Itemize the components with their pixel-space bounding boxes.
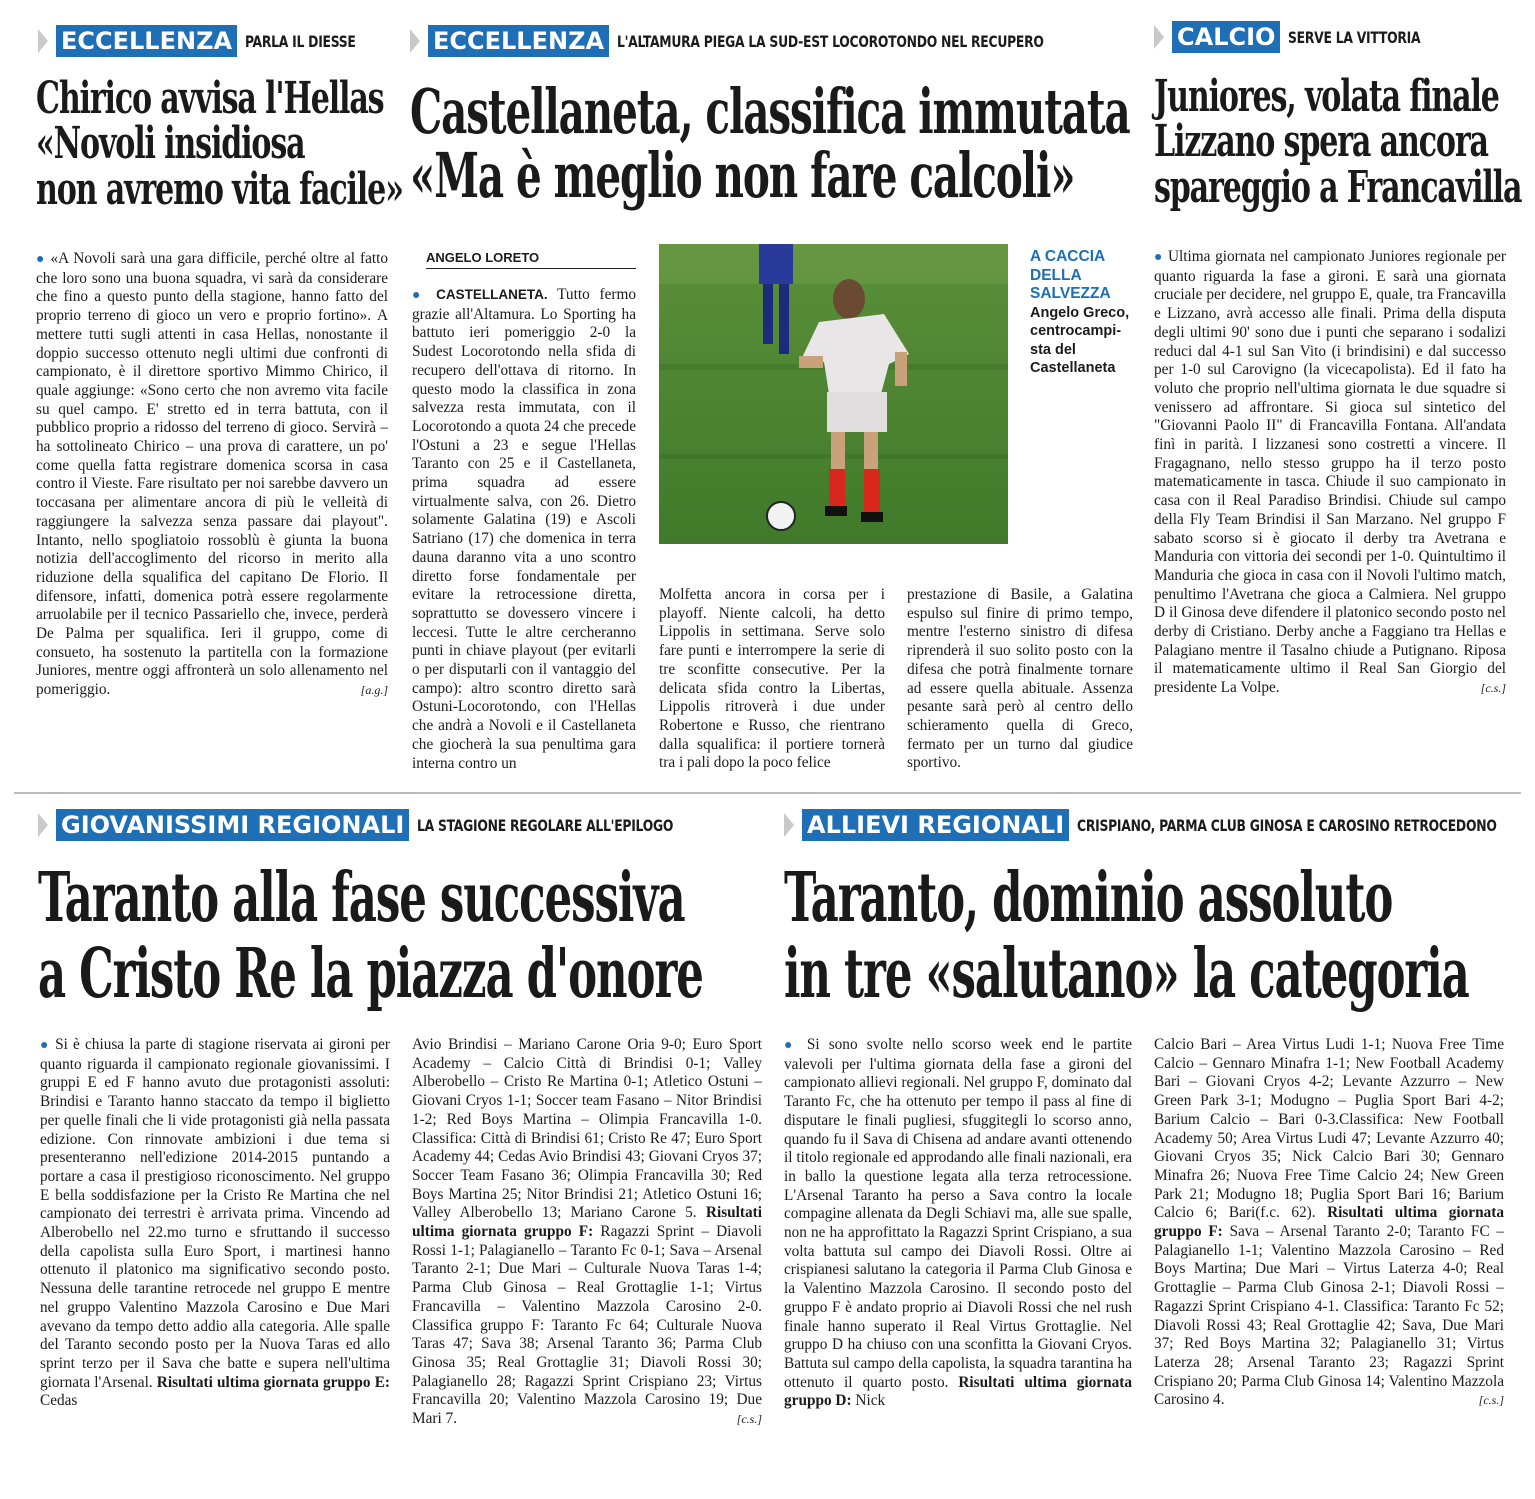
headline-a3 bbox=[1154, 71, 1522, 213]
article-text: Ultima giornata nel campionato Juniores regionale per quanto riguarda la fase a gironi. E sarà una giornata cruciale per decidere, nel gruppo E, quale, tra Francavilla e Lizzano, avrà accesso alle finali. Prima della disputa degli ultimi 90' sono due i punti che separano i sodalizi reduci dal 4-1 sul San Vito (i brindisini) e dal successo per 1-0 sul Carovigno (la vicecapolista). Ed il fato ha voluto che proprio nell'ultima giornata le due squadre si venissero ad affrontare. Si gioca sul sintetico del "Giovanni Paolo II" di Francavilla Fontana. All'andata finì in parità. I lizzanesi sono costretti a vincere. Il Fragagnano, nello stesso gruppo ha il terzo posto matematicamente in tasca. Chiude il suo campionato in casa con il Real Paradiso Brindisi. Chiude sul campo della Fly Team Brindisi il San Marzano. Nel gruppo F sabato scorso si è giocato il derby tra Avetrana e Manduria con vittoria dei secondi per 1-0. Quintultimo il Manduria che gioca in casa con il Novoli l'ultimo match, penultimo l'Avetrana che gioca a Calmiera. Nel gruppo D il Ginosa deve difendere il platonico secondo posto nel derby di Cristiano. Derby anche a Faggiano tra Hellas e Palagiano mentre il Tasalno chiude a Putignano. Riposa il matematicamente ultimo il Real San Giorgio del presidente La Volpe. bbox=[1154, 248, 1506, 697]
signature: [c.s.] bbox=[1478, 1393, 1504, 1408]
arrow-icon bbox=[1154, 25, 1164, 49]
arrow-icon bbox=[410, 29, 420, 53]
section-tag: GIOVANISSIMI REGIONALI bbox=[56, 809, 409, 841]
headline-line: a Cristo Re la piazza d'onore bbox=[38, 934, 703, 1015]
article-body-a1 bbox=[36, 250, 388, 778]
headline-line: «Ma è meglio non fare calcoli» bbox=[410, 138, 1075, 212]
football bbox=[767, 502, 795, 530]
caption-text: sta del bbox=[1030, 341, 1076, 358]
headline-line: «Novoli insidiosa bbox=[36, 118, 305, 170]
headline-line: Lizzano spera ancora bbox=[1154, 116, 1488, 168]
bullet-icon: ● bbox=[36, 252, 46, 267]
kicker-text: SERVE LA VITTORIA bbox=[1288, 27, 1421, 47]
headline-a1 bbox=[36, 73, 403, 215]
kicker-a5 bbox=[784, 808, 1535, 842]
kicker-a4 bbox=[38, 808, 715, 842]
bullet-icon: ● bbox=[412, 288, 427, 303]
kicker-a2 bbox=[410, 24, 1113, 58]
signature: [c.s.] bbox=[736, 1412, 762, 1427]
bullet-icon: ● bbox=[1154, 250, 1164, 265]
headline-line: Castellaneta, classifica immutata bbox=[410, 75, 1130, 148]
caption-header: SALVEZZA bbox=[1030, 285, 1111, 302]
results-heading: Risultati ultima giornata gruppo D: bbox=[784, 1373, 1132, 1410]
headline-line: in tre «salutano» la categoria bbox=[784, 934, 1469, 1015]
article-body-a2-col3 bbox=[907, 586, 1133, 778]
bullet-icon: ● bbox=[40, 1038, 50, 1053]
article-body-a5-col1 bbox=[784, 1036, 1132, 1476]
article-body-a5-col2 bbox=[1154, 1036, 1504, 1476]
bullet-icon: ● bbox=[784, 1038, 798, 1053]
article-text: Molfetta ancora in corsa per i playoff. Niente calcoli, ha detto Lippolis in settimana. Serve solo fare punti e interrompere la serie di tre sconfitte consecutive. Per la delicata sfida contro la Libertas, Lippolis ritroverà i due under Robertone e Russo, che rientrano dalla squalifica: il portiere tornerà tra i pali dopo la poco felice bbox=[659, 586, 885, 772]
photo-player bbox=[659, 244, 1008, 544]
arrow-icon bbox=[38, 813, 48, 837]
section-divider bbox=[14, 792, 1521, 794]
article-text: Si è chiusa la parte di stagione riservata ai gironi per quanto riguarda il campionato regionale giovanissimi. I gruppi E ed F hanno avuto due protagonisti assoluti: Brindisi e Taranto hanno staccato da tempo il biglietto per quelle finali che li vide protagonisti già nella passata edizione. Con rinnovate ambizioni i due tema si presenteranno nell'edizione 2014-2015 puntando a portare a casa il prestigioso riconoscimento. Nel gruppo E bella soddisfazione per la Cristo Re Martina che nel campionato dei terrestri è arrivata prima. Vincendo ad Alberobello nel 22.mo turno e sfruttando il successo della capolista sulla Euro Sport, i martinesi hanno ottenuto il platonico ma significativo secondo posto. Nessuna delle tarantine retrocede nel gruppo E mentre nel gruppo Valentino Mazzola Carosino e Due Mari avevano da tempo detto addio alla categoria. Alle spalle del Taranto secondo posto per la Nuova Taras ed allo sprint terzo per il Sava che batte e supera nell'ultima giornata l'Arsenal. bbox=[40, 1036, 390, 1391]
article-text: prestazione di Basile, a Galatina espulso sul finire di primo tempo, mentre l'esterno sinistro di difesa riprenderà il suo solito posto con la difesa che potrà finalmente tornare ad essere quella abituale. Assenza pesante sarà però al centro dello schieramento quella di Greco, fermato per un turno dal giudice sportivo. bbox=[907, 586, 1133, 772]
section-tag: ALLIEVI REGIONALI bbox=[802, 809, 1069, 841]
kicker-text: CRISPIANO, PARMA CLUB GINOSA E CAROSINO RETROCEDONO bbox=[1077, 815, 1497, 835]
article-text: Avio Brindisi – Mariano Carone Oria 9-0; Euro Sport Academy – Calcio Città di Brindisi 0-1; Valley Alberobello – Cristo Re Martina 0-1; Atletico Ostuni – Giovani Cryos 1-1; Soccer team Fasano – Nitor Brindisi 1-2; Red Boys Martina – Olimpia Francavilla 1-0. Classifica: Città di Brindisi 61; Cristo Re 47; Euro Sport Academy 44; Cedas Avio Brindisi 43; Giovani Cryos 37; Soccer Team Fasano 36; Olimpia Francavilla 30; Red Boys Martina 25; Nitor Brindisi 21; Atletico Ostuni 16; Valley Alberobello 13; Mariano Carone 5. bbox=[412, 1036, 762, 1222]
section-tag: CALCIO bbox=[1172, 21, 1280, 53]
article-text: Sava – Arsenal Taranto 2-0; Taranto FC – Palagianello 1-1; Valentino Mazzola Carosino – Red Boys Martina; Due Mari – Virtus Laterza 4-0; Real Grottaglie – Parma Club Ginosa 2-1; Diavoli Rossi – Ragazzi Sprint Crispiano 4-1. Classifica: Taranto Fc 52; Diavoli Rossi 43; Real Grottaglie 42; Sava, Due Mari 37; Red Boys Martina 32; Palagianello 31; Virtus Laterza 28; Arsenal Taranto 23; Ragazzi Sprint Crispiano 20; Parma Club Ginosa 14; Valentino Mazzola Carosino 4. bbox=[1154, 1223, 1504, 1409]
headline-line: Taranto alla fase successiva bbox=[38, 858, 685, 938]
caption-text: Castellaneta bbox=[1030, 360, 1116, 376]
caption-text: centrocampi- bbox=[1030, 323, 1122, 339]
article-text: Tutto fermo grazie all'Altamura. Lo Sporting ha battuto ieri pomeriggio 2-0 la Sudest Locorotondo nella sfida di recupero dell'ottava di ritorno. In questo modo la classifica in zona salvezza resta immutata, con il Locorotondo a quota 24 che precede l'Ostuni a 23 e segue l'Hellas Taranto con 25 e il Castellaneta, prima squadra ad essere virtualmente salva, con 26. Dietro solamente Galatina (19) e Ascoli Satriano (17) che domenica in terra dauna daranno vita a uno scontro diretto forse fondamentale per evitare la retrocessione diretta, soprattutto se dovessero vincere i leccesi. Tutte le altre cercheranno punti in chiave playout (per evitarli o per disputarli con il vantaggio del campo): altro scontro diretto sarà Ostuni-Locorotondo, con l'Hellas che andrà a Novoli e il Castellaneta che giocherà la sua penultima gara interna contro un bbox=[412, 286, 636, 772]
section-tag: ECCELLENZA bbox=[428, 25, 609, 57]
headline-line: Juniores, volata finale bbox=[1154, 71, 1499, 122]
headline-line: spareggio a Francavilla bbox=[1154, 161, 1522, 213]
headline-line: non avremo vita facile» bbox=[36, 163, 403, 215]
article-text: Ragazzi Sprint – Diavoli Rossi 1-1; Palagianello – Taranto Fc 0-1; Sava – Arsenal Taranto 2-1; Due Mari – Culturale Nuova Taras 1-4; Parma Club Ginosa – Real Grottaglie 1-1; Virtus Francavilla – Valentino Mazzola Carosino 2-0. Classifica gruppo F: Taranto Fc 64; Culturale Nuova Taras 47; Sava 38; Arsenal Taranto 36; Parma Club Ginosa 35; Real Grottaglie 31; Diavoli Rossi 30; Palagianello 28; Ragazzi Sprint Crispiano 23; Virtus Francavilla 20; Valentino Mazzola Carosino 19; Due Mari 7. bbox=[412, 1223, 762, 1428]
results-heading: Risultati ultima giornata gruppo F: bbox=[1154, 1204, 1504, 1241]
article-text: Si sono svolte nello scorso week end le partite valevoli per l'ultima giornata della fase a gironi del campionato allievi regionali. Nel gruppo F, dominato dal Taranto Fc, che ha ottenuto per tempo il pass al fine di disputare le finali pugliesi, sfuggitegli lo scorso anno, quando fu il Sava di Chisena ad andare avanti ottenendo il titolo regionale ed approdando alle finali nazionali, era in ballo la questione legata alla terza retrocessione. L'Arsenal Taranto ha perso a Sava contro la locale compagine allenata da Degli Schiavi ma, alle sue spalle, non ne ha approfittato la Ragazzi Sprint Crispiano, a sua volta battuta sul campo dei Diavoli Rossi. Oltre ai crispianesi salutano la categoria il Parma Club Ginosa e la Valentino Mazzola Carosino. Il secondo posto del gruppo F è andato proprio ai Diavoli Rossi che nel rush finale hanno superato il Real Virtus Grottaglie. Nel gruppo D ha chiuso con una sconfitta la Giovani Cryos. Battuta sul campo della capolista, la squadra tarantina ha ottenuto il quarto posto. bbox=[784, 1036, 1132, 1391]
results-heading: Risultati ultima giornata gruppo E: bbox=[156, 1373, 390, 1391]
kicker-text: LA STAGIONE REGOLARE ALL'EPILOGO bbox=[417, 815, 674, 835]
arrow-icon bbox=[784, 813, 794, 837]
article-text: Nick bbox=[855, 1392, 886, 1410]
headline-line: Chirico avvisa l'Hellas bbox=[36, 73, 384, 124]
kicker-text: PARLA IL DIESSE bbox=[245, 31, 356, 51]
article-body-a2-col2 bbox=[659, 586, 885, 778]
kicker-a1 bbox=[38, 24, 374, 58]
results-heading: Risultati ultima giornata gruppo F: bbox=[412, 1204, 762, 1241]
signature: [c.s.] bbox=[1480, 681, 1506, 696]
photo-caption bbox=[1030, 248, 1140, 378]
football-photo bbox=[659, 244, 1008, 544]
caption-header: DELLA bbox=[1030, 266, 1082, 284]
signature: [a.g.] bbox=[360, 683, 388, 698]
arrow-icon bbox=[38, 29, 48, 53]
kicker-text: L'ALTAMURA PIEGA LA SUD-EST LOCOROTONDO NEL RECUPERO bbox=[617, 31, 1044, 51]
article-body-a3 bbox=[1154, 248, 1506, 778]
article-text: Calcio Bari – Area Virtus Ludi 1-1; Nuova Free Time Calcio – Gennaro Minafra 1-1; New Football Academy Bari – Giovani Cryos 4-2; Levante Azzurro – New Green Park 3-1; Modugno – Puglia Sport Bari 4-2; Barium Calcio – Bari 0-3.Classifica: New Football Academy 50; Area Virtus Ludi 47; Levante Azzurro 40; Giovani Cryos 35; Nick Calcio Bari 30; Gennaro Minafra 26; Nuova Free Time Calcio 24; New Green Park 21; Modugno 18; Puglia Sport Bari 16; Barium Calcio 6; Bari(f.c. 62). bbox=[1154, 1036, 1504, 1222]
caption-header: A CACCIA bbox=[1030, 248, 1106, 265]
article-body-a4-col1 bbox=[40, 1036, 390, 1476]
article-body-a4-col2 bbox=[412, 1036, 762, 1476]
article-text: Cedas bbox=[40, 1392, 78, 1410]
dateline: CASTELLANETA. bbox=[436, 287, 548, 302]
headline-a2 bbox=[410, 75, 1130, 212]
section-tag: ECCELLENZA bbox=[56, 25, 237, 57]
caption-text: Angelo Greco, bbox=[1030, 304, 1130, 321]
byline: ANGELO LORETO bbox=[426, 250, 636, 269]
headline-a4 bbox=[38, 858, 703, 1015]
headline-line: Taranto, dominio assoluto bbox=[784, 858, 1393, 938]
headline-a5 bbox=[784, 858, 1469, 1015]
kicker-a3 bbox=[1154, 20, 1442, 54]
article-body-a2-col1 bbox=[412, 286, 636, 780]
article-text: «A Novoli sarà una gara difficile, perché oltre al fatto che loro sono una buona squadra, vi sarà da considerare che fino a questo punto della stagione, hanno fatto del proprio terreno di gioco un vero e proprio fortino». A mettere tutti sugli attenti in casa Hellas, nonostante il doppio successo ottenuto negli ultimi due confronti di campionato, è il direttore sportivo Mimmo Chirico, il quale aggiunge: «Sono certo che non avremo vita facile su quel campo. E' stretto ed in terra battuta, con il pubblico proprio a ridosso del terreno di gioco. Servirà – ha sottolineato Chirico – una prova di carattere, un po' come quella fatta registrare domenica scorsa in casa contro il Vieste. Fare risultato per noi sarebbe davvero un toccasana per alimentare ancora di più le velleità di raggiungere la salvezza senza passare dai playout". Intanto, nello spogliatoio rossoblù è giunta la buona notizia dell'accoglimento del ricorso in merito alla riduzione della squalifica del capitano De Florio. Il difensore, infatti, domenica potrà essere regolarmente arruolabile per il tecnico Passariello che, invece, perderà De Palma per squalifica. Ieri il gruppo, come di consueto, ha sostenuto la partitella con la formazione Juniores, mentre oggi affronterà un solo allenamento nel pomeriggio. bbox=[36, 250, 388, 699]
